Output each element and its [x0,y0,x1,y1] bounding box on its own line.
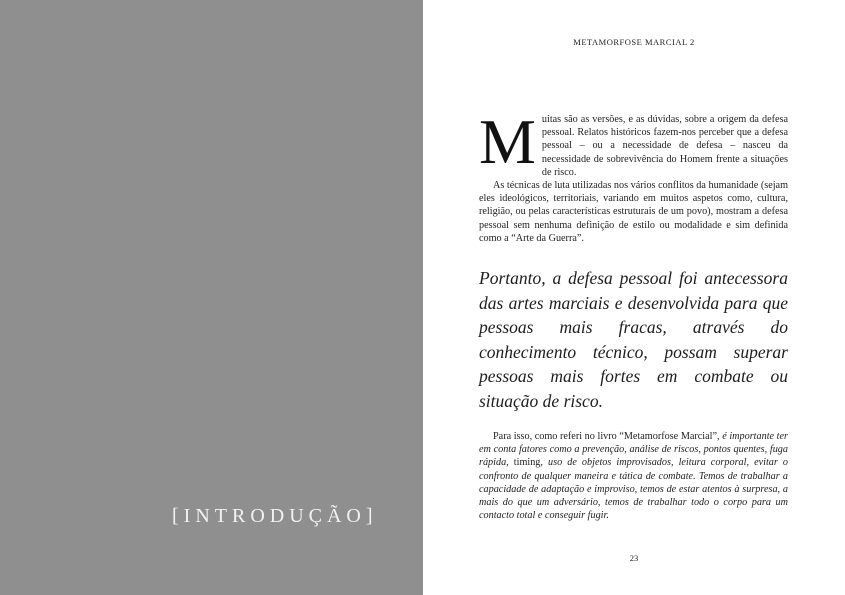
drop-cap: M [479,106,536,177]
closing-text [479,430,788,522]
closing-paragraph [479,430,788,522]
closing-timing: timing [513,457,541,469]
running-header: METAMORFOSE MARCIAL 2 [573,37,695,47]
intro-text [479,106,788,245]
section-title: [INTRODUÇÃO] [172,505,378,527]
pull-quote: Portanto, a defesa pessoal foi antecessora das artes marciais e desenvolvida para que pessoas mais fracas, através do conhecimento técnico, possam superar pessoas mais fortes em combate ou situação de risco. [479,268,788,411]
paragraph-2: As técnicas de luta utilizadas nos vários conflitos da humanidade (sejam eles ideológicos, territoriais, variando em muitos aspetos como, cultura, religião, ou pelas características estruturais de um povo), mostram a defesa pessoal sem nenhuma definição de estilo ou modalidade e sim definida como a “Arte da Guerra”. [479,180,788,244]
right-page [423,0,845,595]
paragraph-1-text: uitas são as versões, e as dúvidas, sobre a origem da defesa pessoal. Relatos históricos fazem-nos perceber que a defesa pessoal – ou a necessidade de defesa – nasceu da necessidade de sobrevivência do Homem frente a situações de risco. [541,114,788,178]
closing-lead: Para isso, como referi no livro “Metamorfose Marcial”, [493,431,723,442]
closing-italic-2: , uso de objetos improvisados, leitura corporal, evitar o confronto de qualquer maneira e tática de combate. Temos de trabalhar a capacidade de adaptação e improviso, temos de estar atentos à surpresa, a mais do que um adversário, temos de trabalhar todo o corpo para um contacto total e conseguir fugir. [479,457,788,522]
closing-italic-1: é importante ter em conta fatores como a prevenção, análise de riscos, pontos quentes, fuga rápida, [479,431,788,469]
page-number: 23 [629,553,639,563]
paragraph-1 [479,106,788,179]
